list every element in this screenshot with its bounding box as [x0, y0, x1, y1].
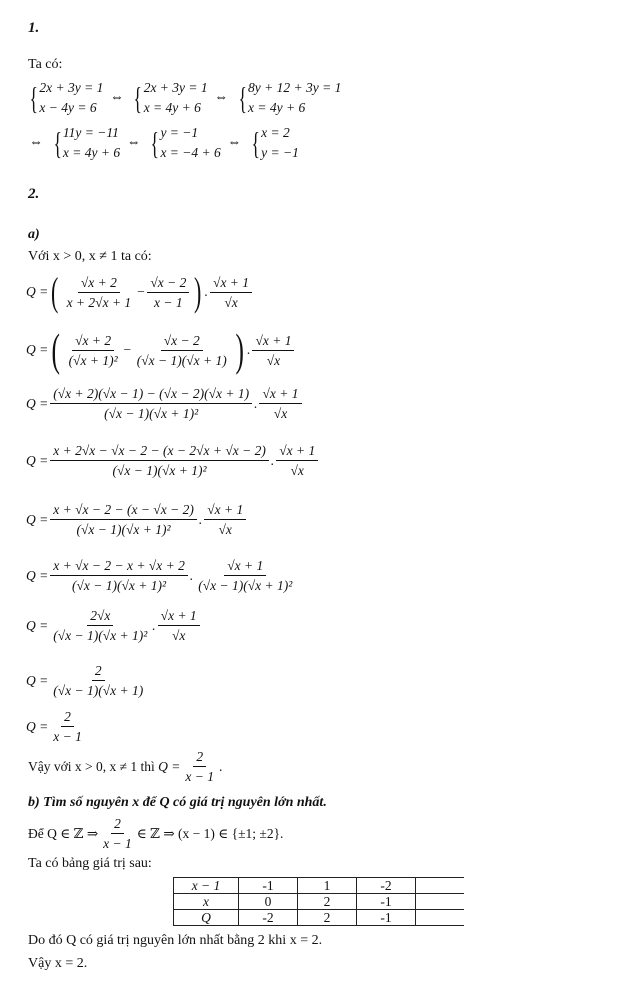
equiv-arrow: ⇔: [126, 135, 141, 151]
q-label: Q =: [26, 342, 49, 357]
system-3: { 8y + 12 + 3y = 1 x = 4y + 6: [238, 80, 342, 116]
denominator: (√x − 1)(√x + 1)²: [198, 578, 293, 593]
sys-eq: x − 4y = 6: [39, 100, 97, 115]
equation-line-5: Q = $\frac{x + √x - 2 - (x - √x - 2)}{\text{(√x − 1)(√x + 1)²}}$ . $\frac{√x + 1}{√x}$: [26, 501, 248, 538]
denominator: x − 1: [185, 769, 214, 784]
fraction: [210, 274, 252, 311]
system-5: { y = −1 x = −4 + 6: [150, 125, 221, 161]
equation-line-1: Q = ( $\frac{√x + 2}{x + 2√x + 1}$ − $\frac{√x - 2}{x - 1}$ ) . $\frac{√x + 1}{√x}$: [26, 272, 254, 312]
condition-text: Với x > 0, x ≠ 1 ta có:: [28, 249, 152, 264]
numerator: √x + 1: [252, 332, 294, 351]
equiv-arrow: ⇔: [29, 135, 43, 151]
equation-line-8: [26, 662, 148, 699]
sys-eq: x = 4y + 6: [143, 100, 201, 115]
numerator: √x + 1: [158, 607, 200, 626]
system-2: { 2x + 3y = 1 x = 4y + 6: [133, 80, 208, 116]
condition-text: ∈ ℤ ⇒ (x − 1) ∈ {±1; ±2}.: [136, 825, 284, 841]
fraction: [50, 557, 188, 594]
intro-text: Ta có:: [28, 57, 63, 72]
equation-line-4: Q = $\frac{x + 2√x - √x - 2 - (x - 2√x + √x - 2)}{\text{(√x − 1)(√x + 1)²}}$ . $\frac{√x + 1}{√x}$: [26, 442, 320, 479]
q-label: Q =: [26, 395, 49, 411]
q-label: Q =: [26, 672, 49, 688]
denominator: (√x + 1)²: [68, 352, 118, 368]
denominator: √x: [266, 352, 281, 368]
fraction: [134, 332, 230, 369]
fraction: [64, 274, 135, 311]
denominator: (√x − 1)(√x + 1): [53, 683, 144, 698]
numerator: √x − 2: [147, 274, 189, 293]
equiv-arrow: ⇔: [214, 90, 229, 106]
numerator: x + 2√x − √x − 2 − (x − 2√x + √x − 2): [50, 442, 269, 461]
paren-open: (: [51, 269, 59, 314]
numerator: √x + 1: [210, 274, 252, 293]
denominator: x + 2√x + 1: [66, 294, 132, 310]
fraction: [66, 332, 121, 369]
q-label: Q =: [26, 718, 49, 734]
table-cell: [416, 878, 465, 894]
denominator: x − 1: [154, 294, 183, 310]
fraction: [100, 815, 135, 852]
table-cell: [416, 910, 465, 926]
part-b-line: [28, 815, 283, 852]
denominator: (√x − 1)(√x + 1)²: [76, 522, 171, 537]
fraction: [195, 557, 295, 594]
system-row-2: [26, 123, 299, 163]
table-cell: -1: [357, 894, 416, 910]
paren-close: ): [235, 324, 244, 375]
table-intro: Ta có bảng giá trị sau:: [28, 856, 152, 871]
table-cell: [416, 894, 465, 910]
final-answer: Vậy x = 2.: [28, 956, 88, 971]
fraction: [158, 607, 200, 644]
table-cell: x − 1: [174, 878, 239, 894]
numerator: 2√x: [87, 607, 113, 626]
numerator: √x + 1: [224, 557, 266, 576]
minus-sign: −: [122, 342, 132, 357]
sys-eq: y = −1: [261, 145, 299, 160]
q-label: Q =: [26, 452, 49, 468]
table-cell: 0: [239, 894, 298, 910]
numerator: √x + 1: [204, 501, 246, 520]
numerator: √x + 2: [72, 332, 114, 351]
numerator: √x + 1: [259, 385, 301, 404]
numerator: √x + 1: [276, 442, 318, 461]
denominator: √x: [290, 463, 304, 478]
sys-eq: x = 4y + 6: [62, 145, 121, 160]
fraction: [50, 501, 197, 538]
numerator: √x + 2: [78, 274, 120, 293]
fraction: [259, 385, 301, 422]
table-cell: 2: [298, 894, 357, 910]
equiv-arrow: ⇔: [109, 90, 124, 106]
values-table: [173, 877, 464, 926]
system-row-1: [26, 78, 341, 118]
table-row: [174, 910, 465, 926]
fraction: [50, 442, 269, 479]
fraction: [204, 501, 246, 538]
part-a-label: a): [28, 227, 40, 242]
table-row: [174, 894, 465, 910]
fraction: [252, 332, 294, 369]
table-cell: -2: [357, 878, 416, 894]
table-cell: -2: [239, 910, 298, 926]
sys-eq: 2x + 3y = 1: [143, 80, 208, 95]
fraction: [50, 385, 252, 422]
conclusion-text: Vậy với x > 0, x ≠ 1 thì: [28, 758, 155, 774]
denominator: √x: [224, 294, 238, 310]
table-cell: -1: [357, 910, 416, 926]
fraction: [50, 708, 85, 745]
sys-eq: 8y + 12 + 3y = 1: [248, 80, 342, 95]
numerator: (√x + 2)(√x − 1) − (√x − 2)(√x + 1): [50, 385, 252, 404]
sys-eq: y = −1: [160, 125, 199, 140]
q-label: Q =: [158, 758, 181, 774]
denominator: √x: [218, 522, 232, 537]
numerator: 2: [61, 708, 74, 727]
denominator: x − 1: [103, 836, 132, 851]
table-cell: 1: [298, 878, 357, 894]
numerator: x + √x − 2 − x + √x + 2: [50, 557, 188, 576]
numerator: x + √x − 2 − (x − √x − 2): [50, 501, 197, 520]
part-b-heading: b) Tìm số nguyên x để Q có giá trị nguyên lớn nhất.: [28, 795, 327, 810]
section-2-heading: 2.: [28, 186, 40, 202]
denominator: (√x − 1)(√x + 1)²: [53, 628, 148, 643]
denominator: (√x − 1)(√x + 1)²: [104, 406, 199, 421]
numerator: √x − 2: [161, 332, 203, 351]
q-label: Q =: [26, 617, 49, 633]
sys-eq: x = 4y + 6: [248, 100, 306, 115]
table-cell: Q: [174, 910, 239, 926]
paren-close: ): [194, 269, 202, 314]
numerator: 2: [111, 815, 124, 834]
table-row: [174, 878, 465, 894]
fraction: [50, 662, 146, 699]
conclusion-b: Do đó Q có giá trị nguyên lớn nhất bằng 2 khi x = 2.: [28, 933, 323, 948]
system-6: { x = 2 y = −1: [251, 125, 299, 161]
sys-eq: x = 2: [261, 125, 290, 140]
table-cell: 2: [298, 910, 357, 926]
conclusion-a: Vậy với x > 0, x ≠ 1 thì Q = $\frac{2}{x - 1}$ .: [28, 749, 223, 784]
fraction: [182, 748, 217, 785]
equation-line-3: Q = $\frac{(√x + 2)(√x - 1) - (√x - 2)(√x + 1)}{\text{(√x − 1)(√x + 1)²}}$ . $\frac{√x + 1}{√x}$: [26, 385, 304, 422]
q-label: Q =: [26, 284, 49, 299]
table-cell: -1: [239, 878, 298, 894]
fraction: [147, 274, 189, 311]
sys-eq: 11y = −11: [62, 125, 119, 140]
denominator: (√x − 1)(√x + 1): [136, 352, 227, 368]
equation-line-2: Q = ( $\frac{√x + 2}{\text{(√x + 1)²}}$ − $\frac{√x - 2}{(√x - 1)(√x + 1)}$ ) . $\frac{√x + 1}{√x}$: [26, 327, 296, 373]
numerator: 2: [193, 748, 206, 767]
denominator: (√x − 1)(√x + 1)²: [72, 578, 167, 593]
paren-open: (: [51, 324, 61, 375]
equation-line-7: Q = $\frac{2√x}{\text{(√x − 1)(√x + 1)²}}$ . $\frac{√x + 1}{√x}$: [26, 607, 202, 644]
q-label: Q =: [26, 511, 49, 527]
condition-text: Để Q ∈ ℤ ⇒: [28, 825, 99, 841]
fraction: [276, 442, 318, 479]
sys-eq: x = −4 + 6: [160, 145, 221, 160]
numerator: 2: [92, 662, 105, 681]
sys-eq: 2x + 3y = 1: [39, 80, 104, 95]
denominator: √x: [273, 406, 288, 421]
equation-line-9: [26, 708, 87, 745]
denominator: √x: [171, 628, 186, 643]
equation-line-6: Q = $\frac{x + √x - 2 - x + √x + 2}{\text{(√x − 1)(√x + 1)²}}$ . $\frac{√x + 1}{\text{(√x − 1)(√x + 1)²}}$: [26, 557, 297, 594]
table-cell: x: [174, 894, 239, 910]
system-1: { 2x + 3y = 1 x − 4y = 6: [29, 80, 104, 116]
denominator: (√x − 1)(√x + 1)²: [112, 463, 207, 478]
section-1-heading: 1.: [28, 20, 40, 36]
q-label: Q =: [26, 567, 49, 583]
system-4: { 11y = −11 x = 4y + 6: [52, 125, 121, 161]
equiv-arrow: ⇔: [227, 135, 242, 151]
fraction: [50, 607, 150, 644]
minus-sign: −: [136, 284, 146, 299]
denominator: x − 1: [53, 729, 82, 744]
